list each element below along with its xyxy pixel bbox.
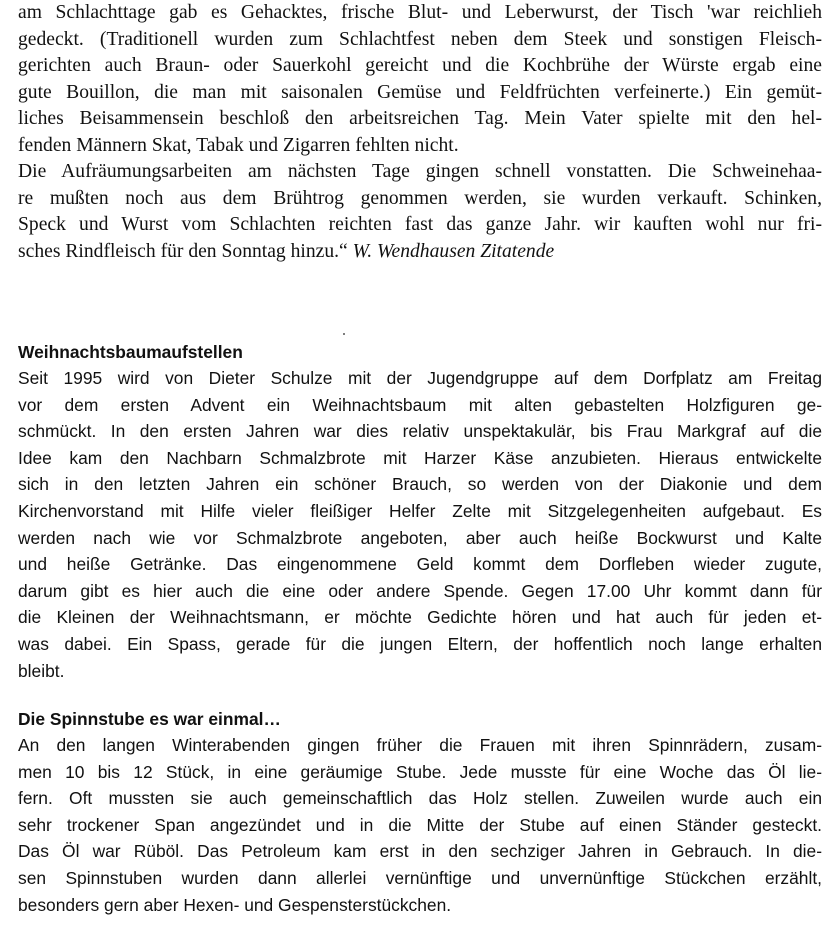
text-line: darum gibt es hier auch die eine oder andere Spende. Gegen 17.00 Uhr kommt dann für (18, 580, 822, 601)
text-line: vor dem ersten Advent ein Weihnachtsbaum mit alten gebastelten Holzfiguren ge- (18, 394, 822, 415)
text-line: Die Aufräumungsarbeiten am nächsten Tage gingen schnell vonstatten. Die Schweinehaa- (18, 161, 822, 182)
section-heading-spinnstube: Die Spinnstube es war einmal… (18, 709, 281, 729)
quote-end-text: sches Rindfleisch für den Sonntag hinzu.“ (18, 240, 348, 262)
text-line: gerichten auch Braun- oder Sauerkohl gereicht und die Kochbrühe der Würste ergab eine (18, 55, 822, 76)
text-line: liches Beisammensein beschloß den arbeitsreichen Tag. Mein Vater spielte mit den hel- (18, 108, 822, 129)
text-line: was dabei. Ein Spass, gerade für die jungen Eltern, der hoffentlich noch lange erhalten (18, 633, 822, 654)
section-heading-weihnachtsbaum: Weihnachtsbaumaufstellen (18, 342, 243, 362)
text-line: men 10 bis 12 Stück, in eine geräumige Stube. Jede musste für eine Woche das Öl lie- (18, 761, 822, 782)
text-line: fern. Oft mussten sie auch gemeinschaftlich das Holz stellen. Zuweilen wurde auch ein (18, 788, 822, 809)
text-line: Das Öl war Rüböl. Das Petroleum kam erst in den sechziger Jahren in Gebrauch. In die- (18, 841, 822, 862)
section-spinnstube-text (18, 732, 822, 918)
text-line: re mußten noch aus dem Brühtrog genommen werden, sie wurden verkauft. Schinken, (18, 187, 822, 209)
text-line: gedeckt. (Traditionell wurden zum Schlachtfest neben dem Steek und sonstigen Fleisch- (18, 28, 822, 50)
quote-attribution: W. Wendhausen Zitatende (352, 240, 555, 262)
text-line: sich in den letzten Jahren ein schöner Brauch, so werden von der Diakonie und dem (18, 474, 822, 495)
text-line: die Kleinen der Weihnachtsmann, er möchte Gedichte hören und hat auch für jeden et- (18, 607, 822, 628)
text-line: schmückt. In den ersten Jahren war dies relativ unspektakulär, bis Frau Markgraf auf die (18, 421, 822, 442)
text-line: Seit 1995 wird von Dieter Schulze mit der Jugendgruppe auf dem Dorfplatz am Freitag (18, 368, 822, 388)
text-line: gute Bouillon, die man mit saisonalen Gemüse und Feldfrüchten verfeinerte.) Ein gemüt- (18, 81, 822, 103)
section-schlachtfest-text (18, 0, 822, 265)
section-weihnachtsbaum-text (18, 365, 822, 684)
text-line: Idee kam den Nachbarn Schmalzbrote mit Harzer Käse anzubieten. Hieraus entwickelte (18, 447, 822, 468)
text-line: und heiße Getränke. Das eingenommene Geld kommt dem Dorfleben wieder zugute, (18, 554, 822, 575)
scan-speck (343, 333, 345, 335)
text-line: besonders gern aber Hexen- und Gespensterstückchen. (18, 894, 452, 915)
text-line-final (18, 239, 822, 266)
text-line: fenden Männern Skat, Tabak und Zigarren fehlten nicht. (18, 134, 459, 156)
text-line: bleibt. (18, 660, 65, 681)
text-line: am Schlachttage gab es Gehacktes, frische Blut- und Leberwurst, der Tisch 'war reichlieh (18, 2, 822, 23)
text-line: werden nach wie vor Schmalzbrote angeboten, aber auch heiße Bockwurst und Kalte (18, 527, 822, 548)
text-line: Kirchenvorstand mit Hilfe vieler fleißiger Helfer Zelte mit Sitzgelegenheiten aufgebaut. Es (18, 500, 822, 521)
text-line: An den langen Winterabenden gingen früher die Frauen mit ihren Spinnrädern, zusam- (18, 735, 822, 755)
text-line: sen Spinnstuben wurden dann allerlei vernünftige und unvernünftige Stückchen erzählt, (18, 867, 822, 888)
text-line: Speck und Wurst vom Schlachten reichten fast das ganze Jahr. wir kauften wohl nur fri- (18, 214, 822, 235)
text-line: sehr trockener Span angezündet und in die Mitte der Stube auf einen Ständer gesteckt. (18, 814, 822, 835)
